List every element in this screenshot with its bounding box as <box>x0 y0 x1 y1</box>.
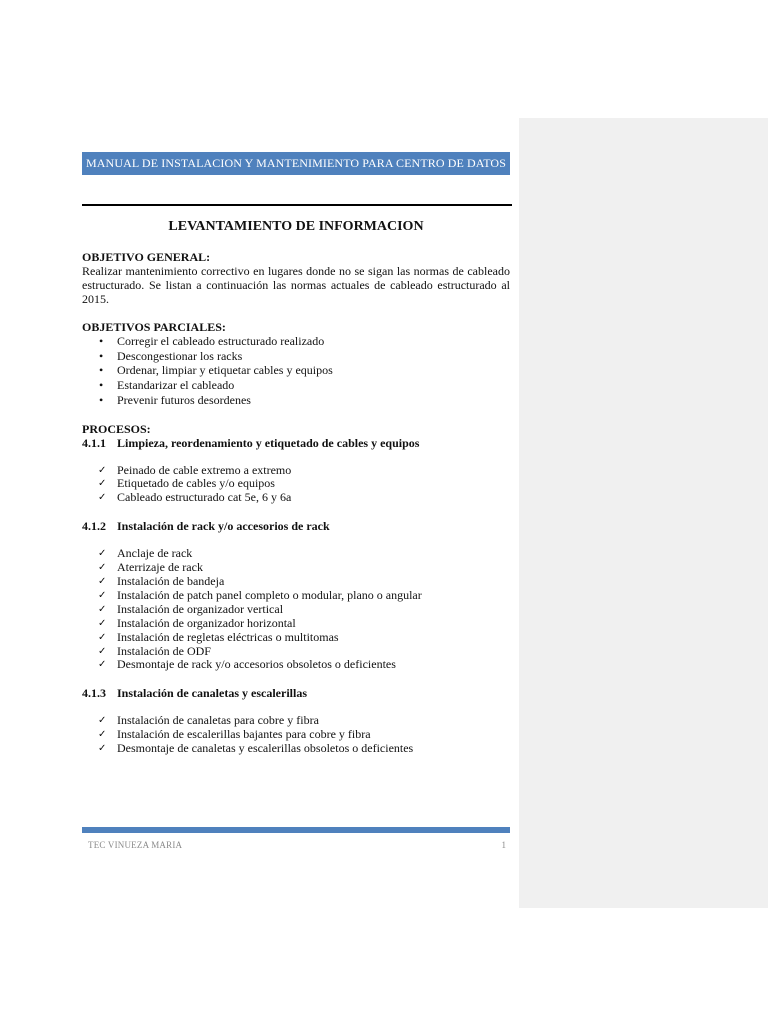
list-item: ✓ Instalación de patch panel completo o modular, plano o angular <box>98 587 422 602</box>
footer-bar <box>82 827 510 833</box>
footer-author: TEC VINUEZA MARIA <box>88 840 183 850</box>
list-item: ✓ Anclaje de rack <box>98 546 193 561</box>
list-item: ✓ Instalación de organizador vertical <box>98 601 284 616</box>
bullet-icon: • <box>99 392 104 407</box>
list-item: ✓ Aterrizaje de rack <box>98 560 203 575</box>
check-icon: ✓ <box>98 659 107 671</box>
check-icon: ✓ <box>98 617 107 629</box>
check-icon: ✓ <box>98 729 107 741</box>
section-4-1-2-heading: 4.1.2 Instalación de rack y/o accesorios de rack <box>82 519 330 534</box>
procesos-heading: PROCESOS: <box>82 421 151 436</box>
list-item: ✓ Instalación de bandeja <box>98 574 225 589</box>
objetivo-general-heading: OBJETIVO GENERAL: <box>82 250 211 264</box>
list-item: ✓ Peinado de cable extremo a extremo <box>98 462 292 477</box>
check-icon: ✓ <box>98 743 107 755</box>
section-4-1-3-list <box>82 714 510 756</box>
list-item: ✓ Instalación de ODF <box>98 643 211 658</box>
page-number: 1 <box>501 840 506 850</box>
objetivos-parciales-list <box>82 334 510 408</box>
check-icon: ✓ <box>98 492 107 504</box>
list-item: • Prevenir futuros desordenes <box>99 392 251 407</box>
comment-pane <box>519 118 768 908</box>
check-icon: ✓ <box>98 562 107 574</box>
list-item: ✓ Desmontaje de canaletas y escalerillas obsoletos o deficientes <box>98 741 414 756</box>
section-4-1-3-heading: 4.1.3 Instalación de canaletas y escalerillas <box>82 686 307 701</box>
check-icon: ✓ <box>98 576 107 588</box>
bullet-icon: • <box>99 348 104 363</box>
bullet-icon: • <box>99 363 104 378</box>
check-icon: ✓ <box>98 631 107 643</box>
check-icon: ✓ <box>98 548 107 560</box>
list-item: • Estandarizar el cableado <box>99 378 235 393</box>
list-item: ✓ Etiquetado de cables y/o equipos <box>98 476 275 491</box>
check-icon: ✓ <box>98 478 107 490</box>
list-item: • Descongestionar los racks <box>99 348 243 363</box>
document-body <box>82 218 510 756</box>
bullet-icon: • <box>99 378 104 393</box>
objetivo-general-text: Realizar mantenimiento correctivo en lugares donde no se sigan las normas de cableado estructurado. Se listan a continuación las normas actuales de cableado estructurado al 2015. <box>82 264 510 306</box>
check-icon: ✓ <box>98 645 107 657</box>
header-band: MANUAL DE INSTALACION Y MANTENIMIENTO PARA CENTRO DE DATOS <box>82 152 510 175</box>
list-item: ✓ Instalación de canaletas para cobre y fibra <box>98 713 319 728</box>
list-item: ✓ Cableado estructurado cat 5e, 6 y 6a <box>98 490 292 505</box>
bullet-icon: • <box>99 334 104 348</box>
check-icon: ✓ <box>98 715 107 727</box>
check-icon: ✓ <box>98 464 107 476</box>
objetivos-parciales-heading: OBJETIVOS PARCIALES: <box>82 320 226 334</box>
list-item: ✓ Instalación de escalerillas bajantes para cobre y fibra <box>98 727 371 742</box>
list-item: ✓ Desmontaje de rack y/o accesorios obsoletos o deficientes <box>98 657 396 672</box>
list-item: ✓ Instalación de organizador horizontal <box>98 615 296 630</box>
list-item: • Ordenar, limpiar y etiquetar cables y equipos <box>99 363 333 378</box>
check-icon: ✓ <box>98 589 107 601</box>
section-4-1-1-list <box>82 464 510 506</box>
check-icon: ✓ <box>98 603 107 615</box>
header-rule <box>82 204 512 206</box>
document-title: LEVANTAMIENTO DE INFORMACION <box>168 219 424 234</box>
section-4-1-2-list <box>82 547 510 672</box>
list-item: ✓ Instalación de regletas eléctricas o multitomas <box>98 629 339 644</box>
section-4-1-1-heading: 4.1.1 Limpieza, reordenamiento y etiquetado de cables y equipos <box>82 435 420 450</box>
list-item: • Corregir el cableado estructurado realizado <box>99 334 325 348</box>
